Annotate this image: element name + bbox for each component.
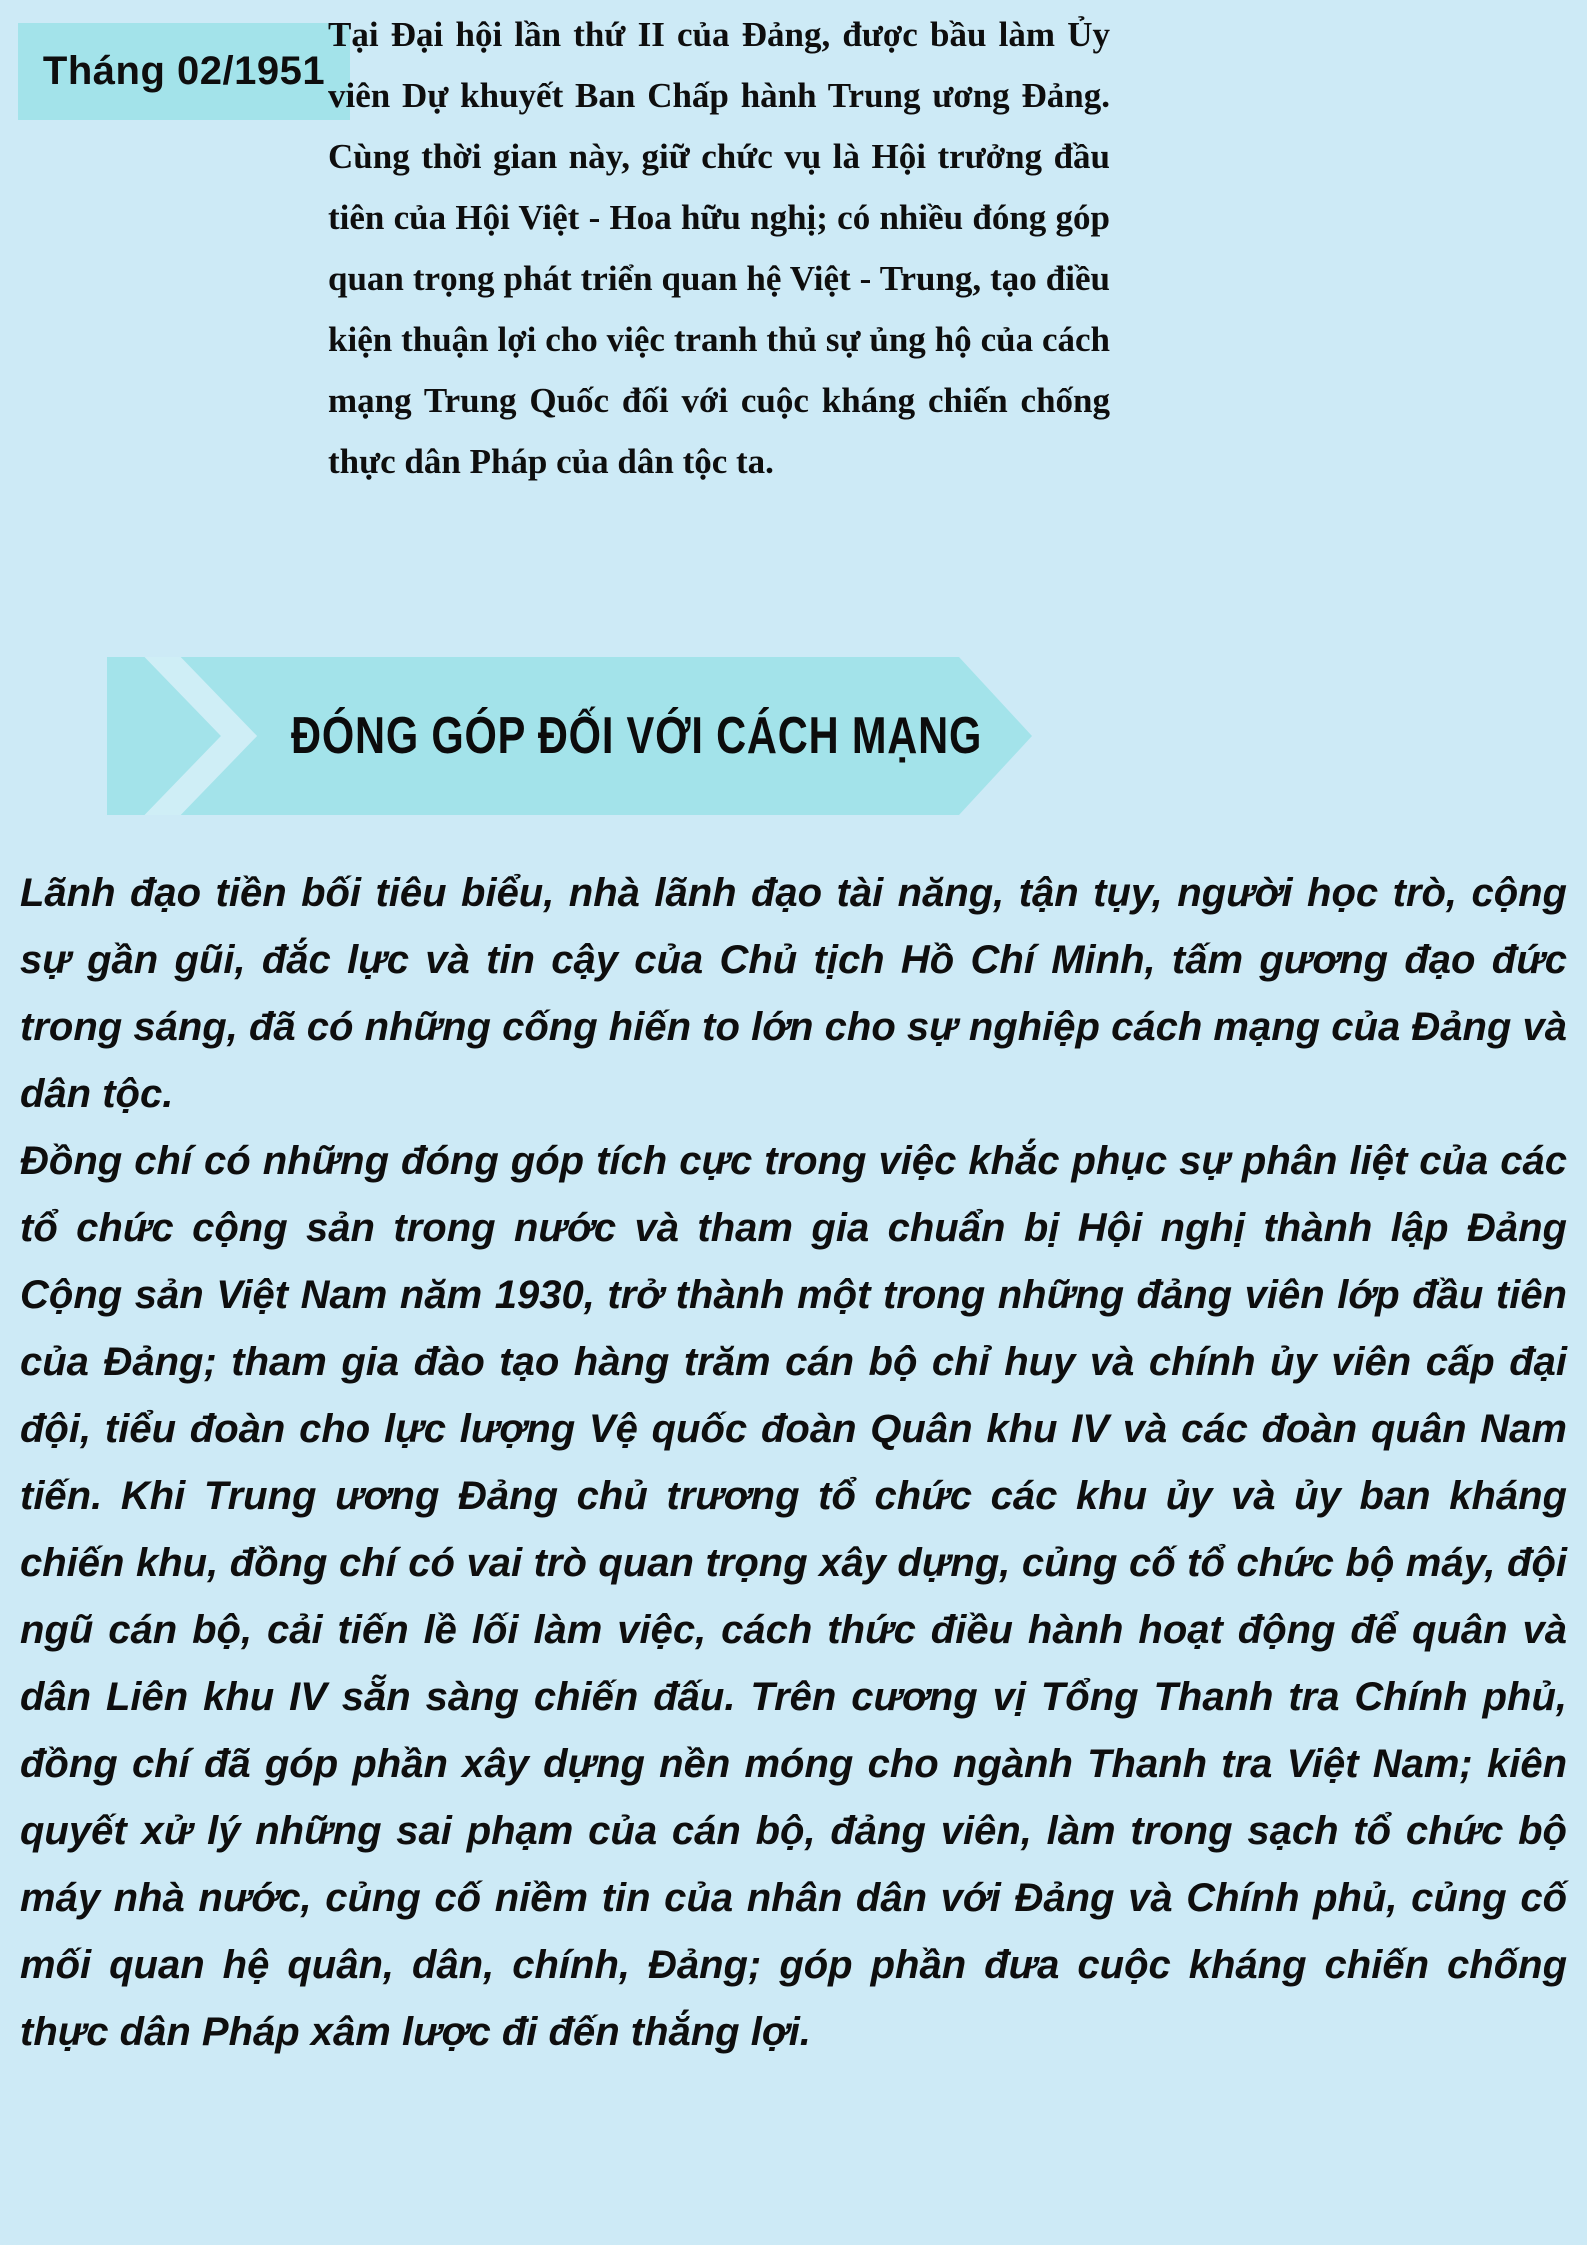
contribution-paragraph-1: Lãnh đạo tiền bối tiêu biểu, nhà lãnh đạo tài năng, tận tụy, người học trò, cộng sự gần gũi, đắc lực và tin cậy của Chủ tịch Hồ Chí Minh, tấm gương đạo đức trong sáng, đã có những cống hiến to lớn cho sự nghiệp cách mạng của Đảng và dân tộc.	[20, 871, 1567, 1116]
event-paragraph: Tại Đại hội lần thứ II của Đảng, được bầu làm Ủy viên Dự khuyết Ban Chấp hành Trung ương Đảng. Cùng thời gian này, giữ chức vụ là Hội trưởng đầu tiên của Hội Việt - Hoa hữu nghị; có nhiều đóng góp quan trọng phát triển quan hệ Việt - Trung, tạo điều kiện thuận lợi cho việc tranh thủ sự ủng hộ của cách mạng Trung Quốc đối với cuộc kháng chiến chống thực dân Pháp của dân tộc ta.	[328, 15, 1110, 481]
section-banner	[107, 657, 1037, 815]
section-banner-title: ĐÓNG GÓP ĐỐI VỚI CÁCH MẠNG	[291, 707, 983, 765]
contribution-text	[20, 860, 1567, 2066]
contribution-paragraph-2: Đồng chí có những đóng góp tích cực trong việc khắc phục sự phân liệt của các tổ chức cộng sản trong nước và tham gia chuẩn bị Hội nghị thành lập Đảng Cộng sản Việt Nam năm 1930, trở thành một trong những đảng viên lớp đầu tiên của Đảng; tham gia đào tạo hàng trăm cán bộ chỉ huy và chính ủy viên cấp đại đội, tiểu đoàn cho lực lượng Vệ quốc đoàn Quân khu IV và các đoàn quân Nam tiến. Khi Trung ương Đảng chủ trương tổ chức các khu ủy và ủy ban kháng chiến khu, đồng chí có vai trò quan trọng xây dựng, củng cố tổ chức bộ máy, đội ngũ cán bộ, cải tiến lề lối làm việc, cách thức điều hành hoạt động để quân và dân Liên khu IV sẵn sàng chiến đấu. Trên cương vị Tổng Thanh tra Chính phủ, đồng chí đã góp phần xây dựng nền móng cho ngành Thanh tra Việt Nam; kiên quyết xử lý những sai phạm của cán bộ, đảng viên, làm trong sạch tổ chức bộ máy nhà nước, củng cố niềm tin của nhân dân với Đảng và Chính phủ, củng cố mối quan hệ quân, dân, chính, Đảng; góp phần đưa cuộc kháng chiến chống thực dân Pháp xâm lược đi đến thắng lợi.	[20, 1139, 1567, 2054]
date-badge: Tháng 02/1951	[18, 23, 350, 120]
